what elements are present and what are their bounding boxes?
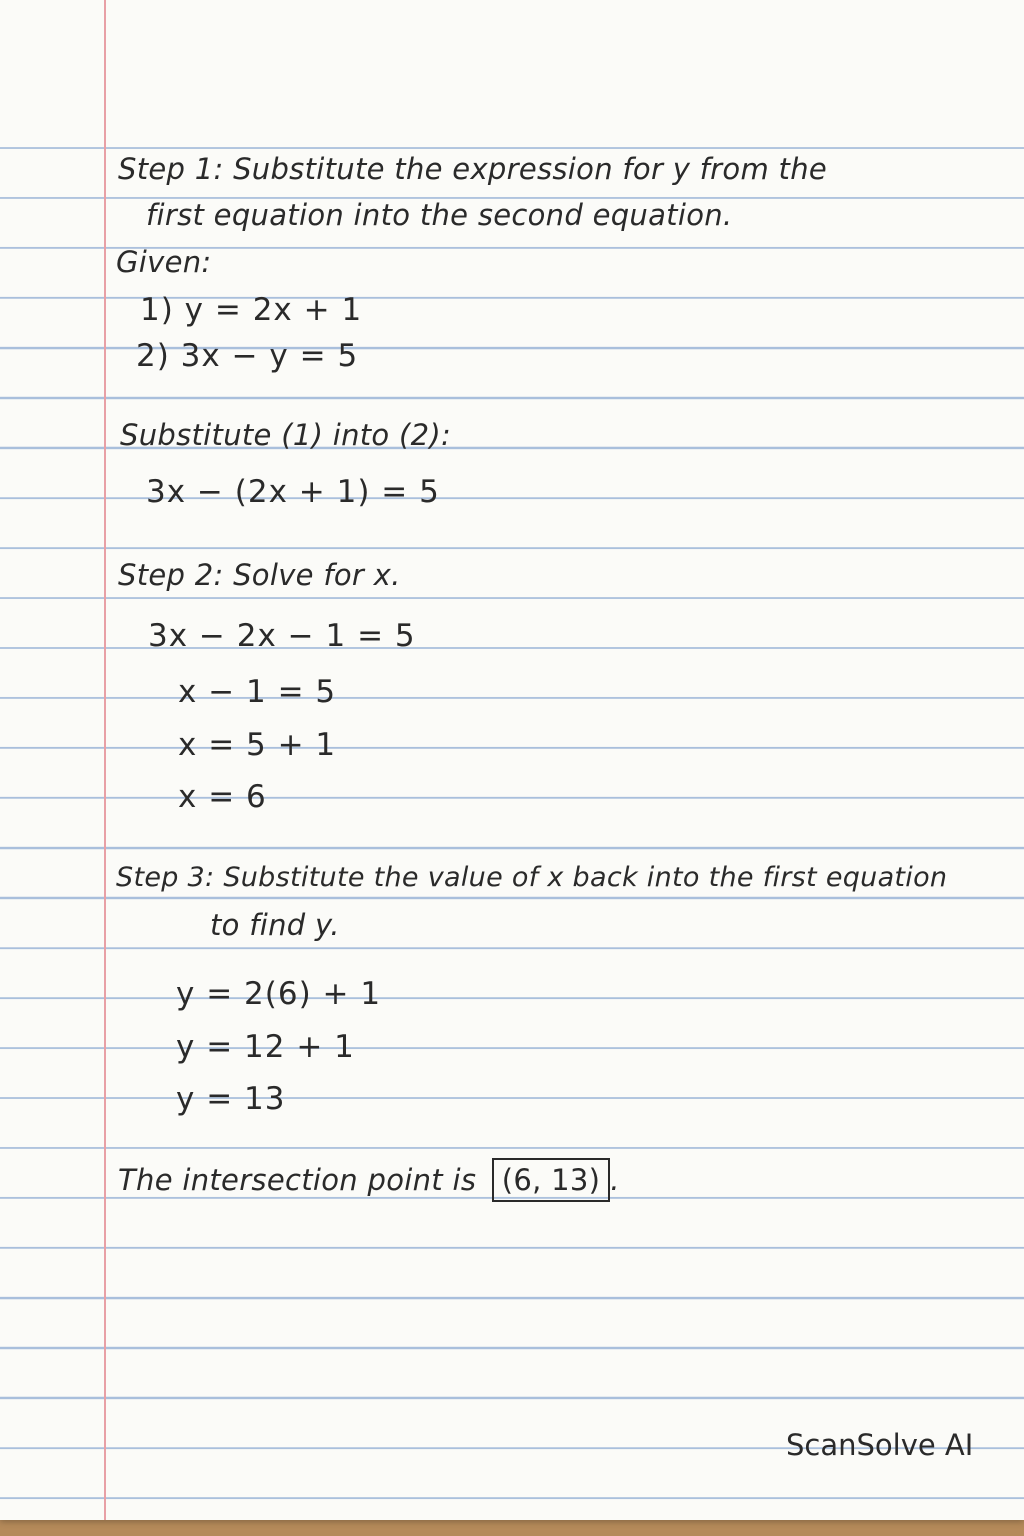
given-equation-1: 1) y = 2x + 1	[140, 292, 363, 328]
substitute-label: Substitute (1) into (2):	[120, 418, 452, 452]
conclusion	[118, 1158, 620, 1202]
step3-heading-line2: to find y.	[210, 908, 340, 942]
margin-line	[104, 0, 106, 1520]
step1-heading-line2: first equation into the second equation.	[146, 198, 733, 232]
step2-line-3: x = 5 + 1	[178, 727, 337, 763]
step2-line-1: 3x − 2x − 1 = 5	[148, 618, 416, 654]
conclusion-text: The intersection point is	[118, 1163, 477, 1197]
step2-line-4: x = 6	[178, 779, 267, 815]
step3-line-3: y = 13	[176, 1081, 286, 1117]
step3-line-1: y = 2(6) + 1	[176, 976, 382, 1012]
answer-box: (6, 13)	[492, 1158, 611, 1202]
given-label: Given:	[116, 245, 212, 279]
brand-signature: ScanSolve AI	[786, 1428, 974, 1462]
step3-line-2: y = 12 + 1	[176, 1029, 355, 1065]
step2-heading: Step 2: Solve for x.	[118, 558, 401, 592]
step2-line-2: x − 1 = 5	[178, 674, 337, 710]
step1-heading-line1: Step 1: Substitute the expression for y from the	[118, 152, 828, 186]
given-equation-2: 2) 3x − y = 5	[136, 338, 359, 374]
substituted-equation: 3x − (2x + 1) = 5	[146, 474, 440, 510]
step3-heading-line1: Step 3: Substitute the value of x back into the first equation	[116, 862, 948, 893]
conclusion-period: .	[610, 1163, 620, 1197]
